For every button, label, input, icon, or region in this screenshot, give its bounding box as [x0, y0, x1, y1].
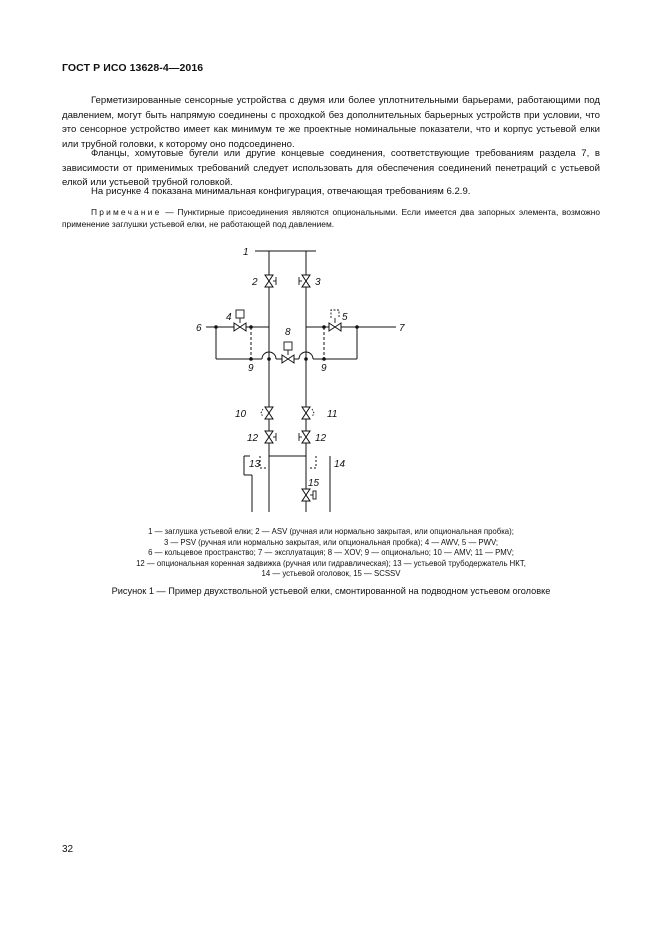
- pwv-actuator-icon: [331, 310, 339, 318]
- awv-actuator-icon: [236, 310, 244, 318]
- figure-caption: Рисунок 1 — Пример двухствольной устьевой елки, смонтированной на подводном устьевом оголовке: [111, 586, 551, 596]
- note: [62, 206, 600, 231]
- label-13: 13: [249, 459, 261, 470]
- figure-legend: [62, 527, 600, 580]
- legend-line: 14 — устьевой оголовок, 15 — SCSSV: [261, 569, 401, 579]
- label-12-right: 12: [315, 433, 327, 444]
- junction-dot: [249, 357, 253, 361]
- paragraph-1: [62, 94, 600, 152]
- christmas-tree-diagram: [180, 240, 405, 522]
- label-11: 11: [327, 409, 338, 420]
- junction-dot: [214, 325, 218, 329]
- label-2: 2: [252, 277, 258, 288]
- page-number: 32: [62, 844, 74, 855]
- legend-line: 1 — заглушка устьевой елки; 2 — ASV (ручная или нормально закрытая, или опциональная пробка);: [148, 527, 514, 536]
- label-15: 15: [308, 478, 320, 489]
- label-10: 10: [235, 409, 247, 420]
- scssv-actuator-icon: [313, 491, 316, 499]
- pwv-valve-icon: [329, 323, 341, 331]
- junction-dot: [267, 357, 271, 361]
- label-3: 3: [315, 277, 321, 288]
- scssv-valve-icon: [302, 489, 310, 501]
- legend-line: 6 — кольцевое пространство; 7 — эксплуатация; 8 — XOV; 9 — опционально; 10 — AMV; 11 — PMV;: [148, 548, 514, 558]
- junction-dot: [249, 325, 253, 329]
- note-dash: —: [165, 207, 174, 217]
- xov-actuator-icon: [284, 342, 292, 350]
- tubing-hanger-dashed: [310, 456, 316, 468]
- master-valve-production-icon: [302, 431, 310, 443]
- paragraph-3-text: На рисунке 4 показана минимальная конфигурация, отвечающая требованиям 6.2.9.: [91, 186, 471, 197]
- pmv-valve-icon: [302, 407, 310, 419]
- label-5: 5: [342, 312, 348, 323]
- label-14: 14: [334, 459, 346, 470]
- junction-dot: [322, 357, 326, 361]
- label-7: 7: [399, 323, 405, 334]
- amv-valve-icon: [265, 407, 273, 419]
- legend-line: 12 — опциональная коренная задвижка (ручная или гидравлическая); 13 — устьевой трубодержатель НКТ,: [136, 558, 526, 568]
- legend-line: 3 — PSV (ручная или нормально закрытая, или опциональная пробка); 4 — AWV, 5 — PWV;: [163, 537, 499, 547]
- psv-valve-icon: [302, 275, 310, 287]
- tubing-hanger-dashed: [260, 456, 266, 468]
- label-8: 8: [285, 327, 291, 338]
- label-12-left: 12: [247, 433, 259, 444]
- note-label: Примечание: [91, 207, 162, 217]
- junction-dot: [304, 357, 308, 361]
- paragraph-2-text: Фланцы, хомутовые бугели или другие концевые соединения, соответствующие требованиям раздела 7, в зависимости от применимых требований следует использовать для обеспечения соединений пенетраций с устьевой елкой или устьевой трубной головкой.: [62, 148, 600, 189]
- label-4: 4: [226, 312, 232, 323]
- paragraph-3: [62, 185, 600, 200]
- asv-valve-icon: [265, 275, 273, 287]
- label-9-right: 9: [321, 363, 327, 374]
- label-1: 1: [243, 247, 249, 258]
- junction-dot: [355, 325, 359, 329]
- document-header: ГОСТ Р ИСО 13628-4—2016: [62, 62, 204, 74]
- amv-actuator-icon: [261, 409, 263, 417]
- pmv-actuator-icon: [312, 409, 314, 417]
- label-9-left: 9: [248, 363, 254, 374]
- junction-dot: [322, 325, 326, 329]
- awv-valve-icon: [234, 323, 246, 331]
- label-6: 6: [196, 323, 202, 334]
- xov-valve-icon: [282, 355, 294, 363]
- note-text: Пунктирные присоединения являются опциональными. Если имеется два запорных элемента, возможно применение заглушки устьевой елки, не работающей под давлением.: [62, 207, 601, 230]
- paragraph-1-text: Герметизированные сенсорные устройства с двумя или более уплотнительными барьерами, работающими под давлением, могут быть напрямую соединены с проходкой без дополнительных барьерных устройств при условии, что это сенсорное устройство имеет как минимум те же проектные номинальные показатели, что и корпус устьевой елки или трубной головки, к которому оно подсоединено.: [62, 95, 600, 150]
- master-valve-annulus-icon: [265, 431, 273, 443]
